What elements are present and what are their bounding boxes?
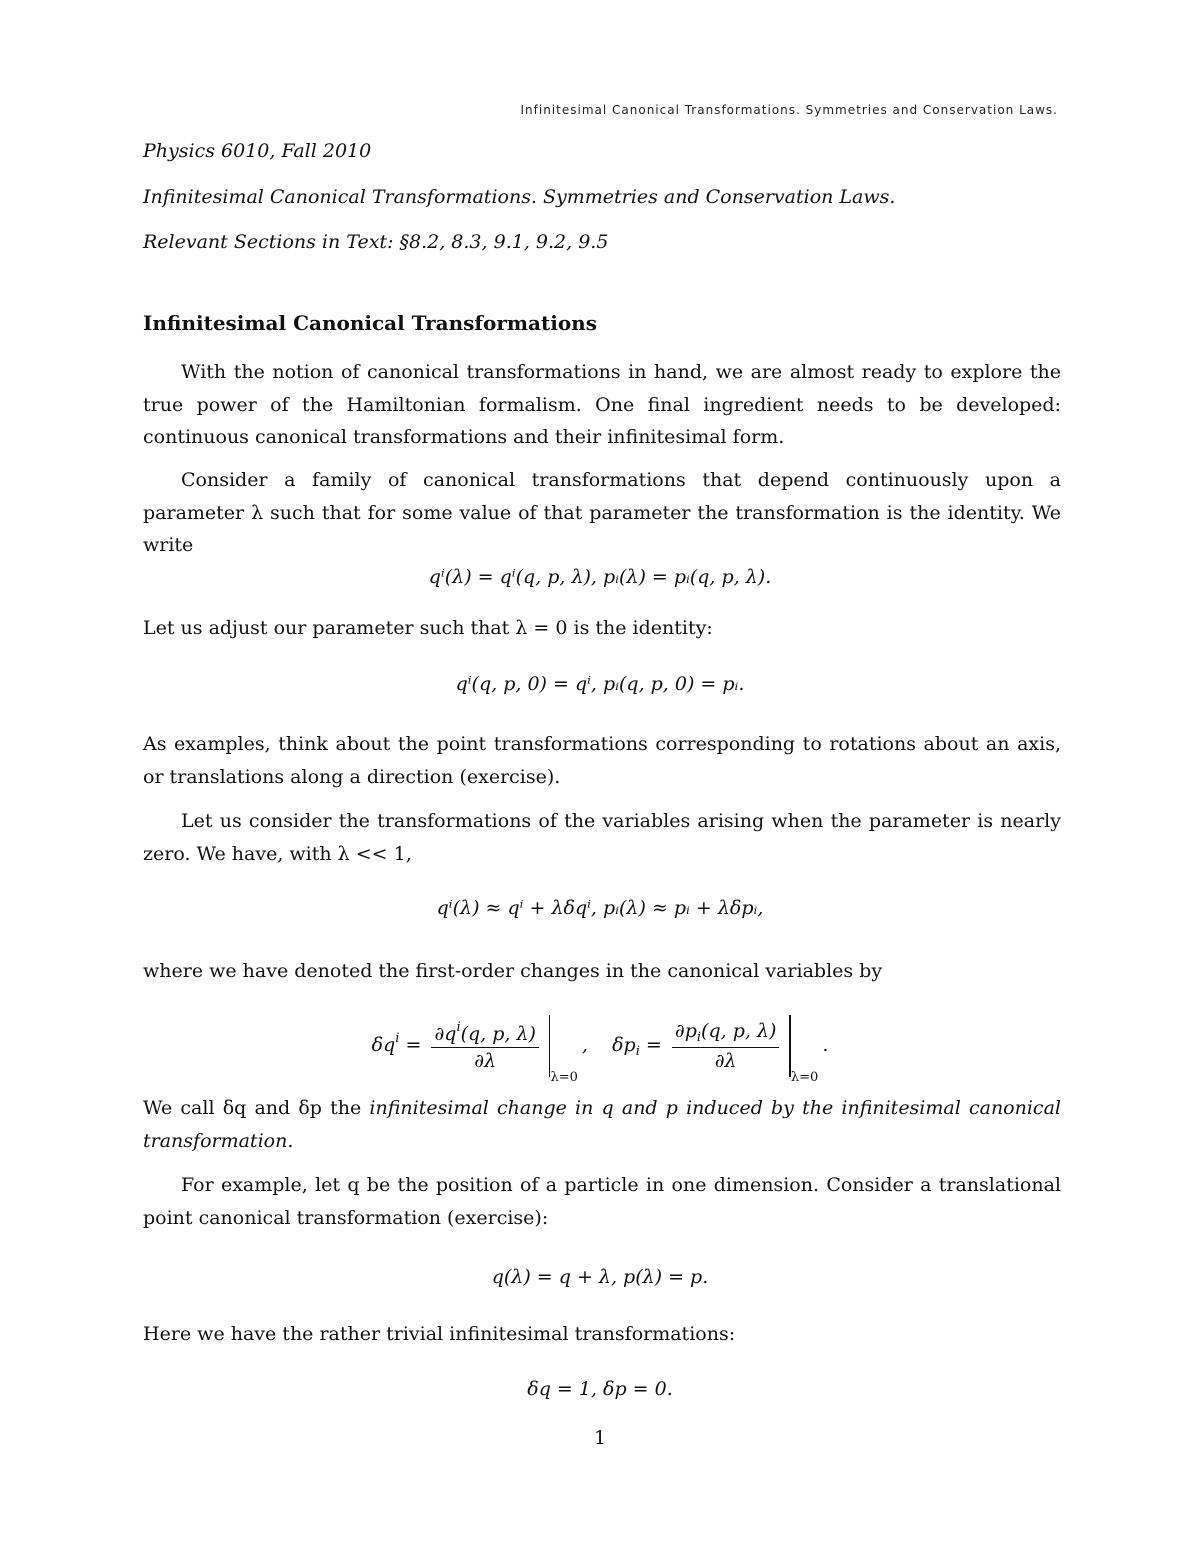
equation-3: qⁱ(λ) ≈ qⁱ + λδqⁱ, pᵢ(λ) ≈ pᵢ + λδpᵢ, xyxy=(436,897,764,919)
paragraph-7-emphasis: infinitesimal change in q and p induced by the infinitesimal canonical transformation. xyxy=(143,1097,1061,1152)
document-title: Infinitesimal Canonical Transformations. Symmetries and Conservation Laws. xyxy=(143,186,896,208)
paragraph-7-text: We call δq and δp the xyxy=(143,1097,370,1119)
paragraph-9: Here we have the rather trivial infinitesimal transformations: xyxy=(143,1323,736,1345)
paragraph-2: Consider a family of canonical transformations that depend continuously upon a parameter λ such that for some value of that parameter the transformation is the identity. We write xyxy=(143,469,1061,556)
course-line: Physics 6010, Fall 2010 xyxy=(143,140,372,162)
paragraph-1: With the notion of canonical transformations in hand, we are almost ready to explore the true power of the Hamiltonian formalism. One final ingredient needs to be developed: continuous canonical transformations and their infinitesimal form. xyxy=(143,361,1061,448)
section-heading: Infinitesimal Canonical Transformations xyxy=(143,311,597,335)
page-number: 1 xyxy=(593,1427,607,1449)
paragraph-4: As examples, think about the point transformations corresponding to rotations about an axis, or translations along a direction (exercise). xyxy=(143,733,1061,788)
equation-6: δq = 1, δp = 0. xyxy=(527,1378,673,1400)
equation-4: $\delta q^i$ = $\frac{\partial q^i(q, p, \lambda)}{\partial\lambda}$ λ=0, $\delta p_i$ = $\frac{\partial p_i(q, p, \lambda)}{\partial\lambda}$ λ=0. xyxy=(0,1015,1200,1085)
paragraph-8: For example, let q be the position of a particle in one dimension. Consider a translational point canonical transformation (exercise): xyxy=(143,1174,1061,1229)
equation-2: qⁱ(q, p, 0) = qⁱ, pᵢ(q, p, 0) = pᵢ. xyxy=(455,673,745,695)
paragraph-6: where we have denoted the first-order changes in the canonical variables by xyxy=(143,960,883,982)
equation-1: qⁱ(λ) = qⁱ(q, p, λ), pᵢ(λ) = pᵢ(q, p, λ). xyxy=(428,566,772,588)
equation-5: q(λ) = q + λ, p(λ) = p. xyxy=(491,1266,709,1288)
paragraph-5: Let us consider the transformations of the variables arising when the parameter is nearly zero. We have, with λ << 1, xyxy=(143,810,1061,865)
relevant-sections: Relevant Sections in Text: §8.2, 8.3, 9.1, 9.2, 9.5 xyxy=(143,231,609,253)
running-header: Infinitesimal Canonical Transformations. Symmetries and Conservation Laws. xyxy=(520,103,1058,117)
paragraph-3: Let us adjust our parameter such that λ = 0 is the identity: xyxy=(143,617,713,639)
paragraph-7 xyxy=(143,1092,1061,1157)
